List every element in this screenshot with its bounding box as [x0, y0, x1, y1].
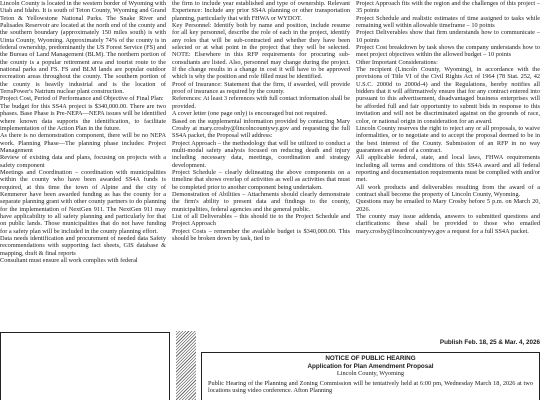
- paragraph: A cover letter (one page only) is encouraged but not required.: [172, 110, 328, 118]
- notice-body: Public Hearing of the Planning and Zoning Commission will be tentatively held at 6:00 pm, Wednesday March 18, 2026 at two locations using video conference. Afton Planning: [208, 379, 533, 395]
- hatched-divider: [176, 331, 196, 400]
- paragraph: Project Deliverables show that firm understands how to communicate – 10 points: [356, 29, 540, 44]
- paragraph: Project Approach fits with the region and the challenges of this project – 35 points: [356, 0, 540, 15]
- paragraph: Review of existing data and plans, focusing on projects with a safety component: [0, 154, 166, 169]
- paragraph: All applicable federal, state, and local laws, FHWA requirements including all terms and conditions of this SS4A award and all federal reporting and documentation requirements must be complied with and/or met.: [356, 154, 540, 184]
- paragraph: The recipient (Lincoln County, Wyoming), in accordance with the provisions of Title VI of the Civil Rights Act of 1964 (78 Stat. 252, 42 U.S.C. 2000d to 2000d-4) and the Regulations, hereby notifies all bidders that it will affirmatively ensure that for any contract entered into pursuant to this advertisement, disadvantaged business enterprises will be afforded full and fair opportunity to submit bids in response to this invitation and will not be discriminated against on the grounds of race, color, or national origin in consideration for an award.: [356, 66, 540, 125]
- paragraph: the firm to include year established and type of ownership. Relevant Experience: Include any prior SS4A planning or other transportation planning, particularly that with FHWA or WYDOT.: [172, 0, 350, 22]
- paragraph: Lincoln County reserves the right to reject any or all proposals, to waive informalities, or to negotiate and to accept the proposal deemed to be in the best interest of the County. Submission of an RFP in no way guarantees an award of a contract.: [356, 124, 540, 154]
- notice-county: Lincoln County, Wyoming: [336, 370, 405, 378]
- paragraph: Data needs identification and procurement of needed data Safety recommendations with supporting fact sheets, GIS database & mapping, draft & final reports: [0, 235, 166, 257]
- paragraph: Meetings and Coordination – coordination with municipalities within the county who have been awarded SS4A funds is required, at this time the town of Alpine and the city of Kemmerer have been awarded funding as has the county for a separate planning grant with other county partners to do planning for the implementation of NextGen 911. The NextGen 911 may have applicability to all safety planning and particularly for that on public lands. Those municipalities that do not have funding for a safety plan will be included in the county planning effort.: [0, 168, 166, 235]
- empty-ad-box: [0, 332, 170, 400]
- paragraph: Project Cost breakdown by task shows the company understands how to meet project objectives within the allowed budget – 10 points: [356, 44, 540, 59]
- paragraph: List of all Deliverables – this should tie to the Project Schedule and Project Approach: [172, 212, 350, 228]
- paragraph: Lincoln County is located in the western border of Wyoming with Utah and Idaho. It is south of Teton County, Wyoming and Grand Teton & Yellowstone National Parks. The Snake River and Palisades Reservoir are located at the north end of the county and the southern boundary (approximately 150 miles south) is with Uinta County, Wyoming. Approximately 74% of the county is in federal ownership, predominantly the US Forest Service (FS) and the Bureau of Land Management (BLM). The northern portion of the county is a popular retirement area and tourist route to the national parks and FS. FS and BLM lands are popular outdoor recreation areas throughout the county. The southern portion of the county is heavily industrial and is the location of TerraPower's Natrium nuclear plant construction.: [0, 0, 166, 96]
- right-text-column: [356, 0, 540, 351]
- paragraph: Proof of Insurance: Statement that the firm, if awarded, will provide proof of insurance as required by the county.: [172, 80, 350, 96]
- paragraph: Project Costs – remember the available budget is $340,000.00. This should be broken down by task, tied to: [172, 227, 350, 242]
- paragraph: Project Schedule – clearly delineating the above components on a timeline that shows overlap of activities as well as activities that must be completed prior to another component being undertaken.: [172, 168, 350, 191]
- public-hearing-notice: [201, 352, 540, 400]
- paragraph: Project Schedule and realistic estimates of time assigned to tasks while remaining well within allowable timeframe – 10 points: [356, 14, 540, 30]
- paragraph: As there is no demonstration component, there will be no NEPA work. Planning Phase—The planning phase includes: Project Management: [0, 132, 166, 154]
- paragraph: Based on the supplemental information provided by contacting Mary Crosby at mary.crosby@lincolncountywy.gov and requesting the full SS4A packet, the Proposal will address:: [172, 117, 350, 140]
- publication-dates: Publish Feb. 18, 25 & Mar. 4, 2026: [439, 339, 540, 346]
- paragraph: Demonstration of Abilities – Attachments should clearly demonstrate the firm's ability to present data and findings to the county, municipalities, federal agencies and the general public.: [172, 190, 350, 213]
- paragraph: References: At least 3 references with full contact information shall be provided.: [172, 95, 350, 110]
- paragraph: The county may issue addenda, answers to submitted questions and clarifications: these shall be provided to those who emailed mary.crosby@lincolncountywy.gov a request for a full SS4A packet.: [356, 212, 540, 235]
- middle-text-column: [172, 0, 350, 332]
- paragraph: Project Approach – the methodology that will be utilized to conduct a multi-modal safety analysis focused on reducing death and injury including necessary data, meetings, coordination and strategy development.: [172, 139, 350, 169]
- paragraph: All work products and deliverables resulting from the award of a contract shall become the property of Lincoln County, Wyoming.: [356, 183, 540, 198]
- left-text-column: [0, 0, 166, 332]
- notice-title: NOTICE OF PUBLIC HEARING: [325, 355, 416, 362]
- paragraph: Questions may be emailed to Mary Crosby before 5 p.m. on March 20, 2026.: [356, 198, 540, 213]
- paragraph: Consultant must ensure all work complies with federal: [0, 257, 138, 265]
- paragraph: Other Important Considerations:: [356, 58, 438, 66]
- paragraph: Key Personnel: Identify both by name and position, include resume for all key personnel, describe the role of each in the project, identify any roles that will be sub-contracted and whether they have been selected or at what point in the project that they will be selected. NOTE: Elsewhere in this RFP requirements for procuring sub-consultants are listed. Also, personnel may change during the project. If the change results in a change in cost it will have to be approved which is why the position and role filled must be identified.: [172, 22, 350, 81]
- paragraph: Project Cost, Period of Performance and Objective of Final Plan:: [0, 95, 164, 103]
- paragraph: The budget for this SS4A project is $340,000.00. There are two phases. Base Phase is Pre-NEPA—NEPA issues will be identified where known data supports the identification, to facilitate implementation of the Action Plan in the future.: [0, 102, 166, 132]
- notice-subtitle: Application for Plan Amendment Proposal: [307, 362, 434, 370]
